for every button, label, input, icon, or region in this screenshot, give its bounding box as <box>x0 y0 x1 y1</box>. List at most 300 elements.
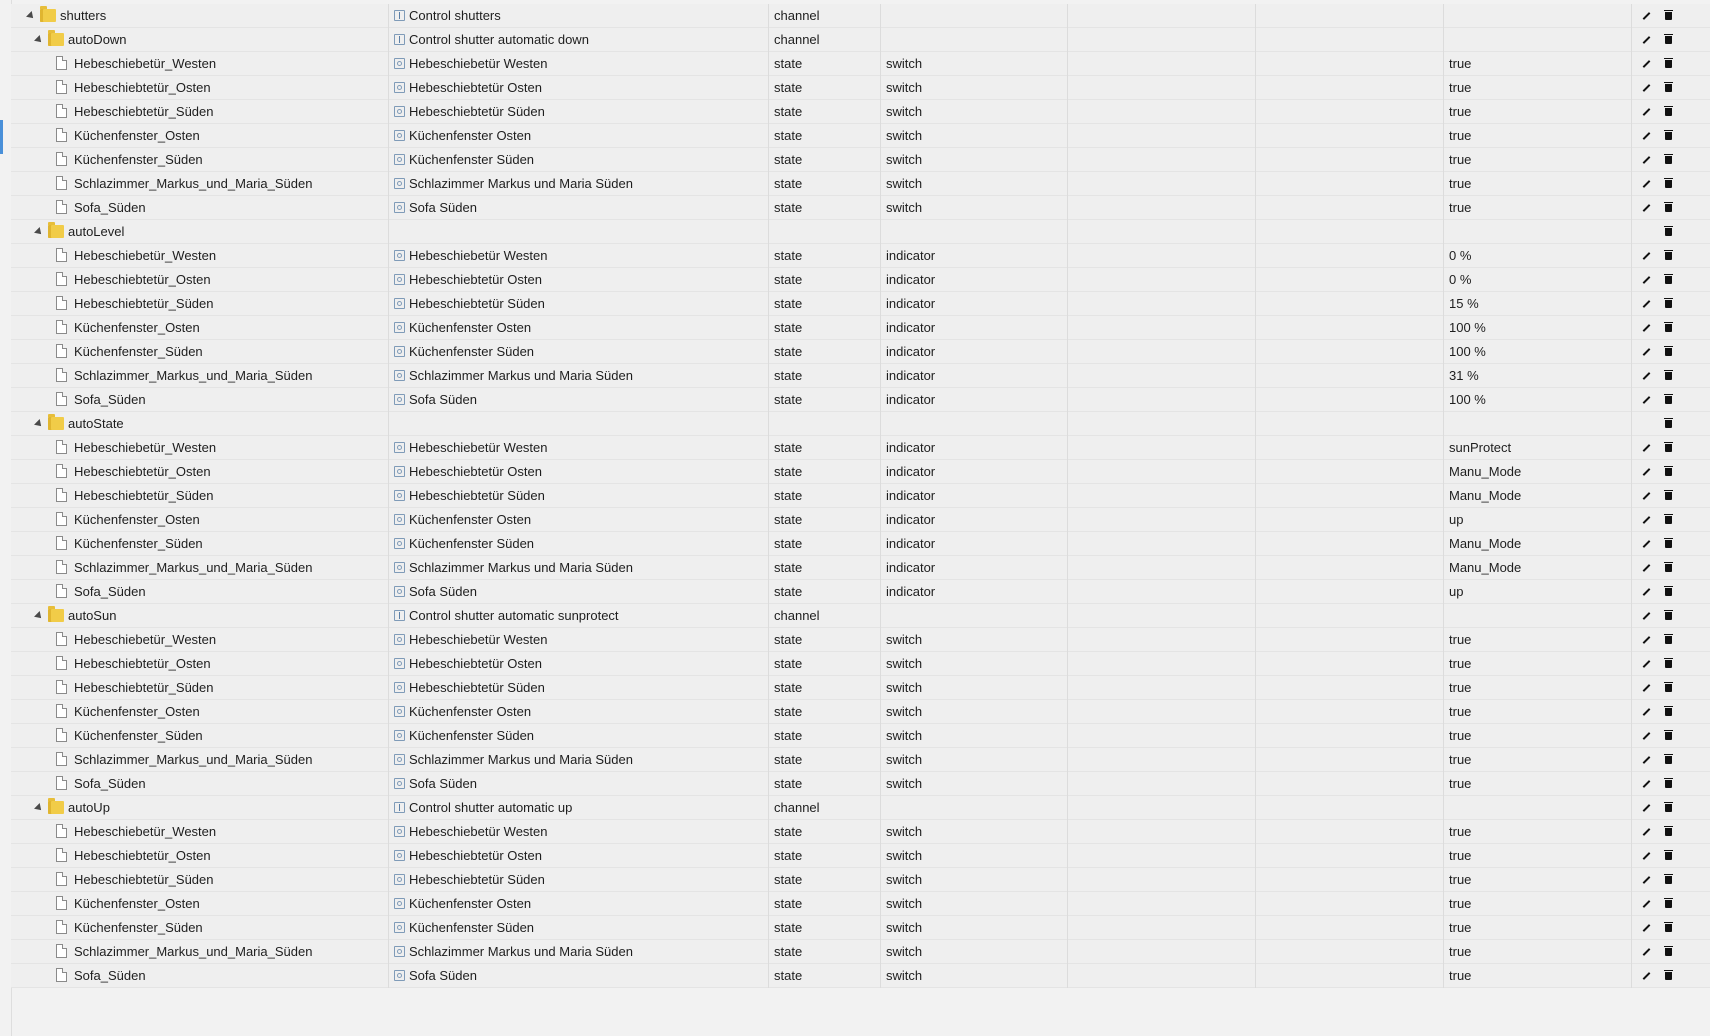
value-cell[interactable]: Manu_Mode <box>1444 484 1632 508</box>
object-description: Sofa Süden <box>409 776 477 791</box>
state-row[interactable] <box>11 340 1710 364</box>
state-row[interactable] <box>11 700 1710 724</box>
value-cell[interactable]: true <box>1444 124 1632 148</box>
room-cell <box>1068 364 1256 388</box>
delete-button[interactable] <box>1660 224 1676 240</box>
delete-button[interactable] <box>1660 944 1676 960</box>
name-cell <box>11 76 389 100</box>
channel-icon <box>394 802 405 813</box>
edit-button[interactable] <box>1638 800 1654 816</box>
name-cell <box>11 172 389 196</box>
value-cell[interactable]: true <box>1444 52 1632 76</box>
trash-icon <box>1665 204 1672 212</box>
edit-button[interactable] <box>1638 968 1654 984</box>
action-cell <box>1632 52 1710 76</box>
value-cell[interactable]: true <box>1444 892 1632 916</box>
object-name: Sofa_Süden <box>74 200 146 215</box>
delete-button[interactable] <box>1660 800 1676 816</box>
value-cell[interactable] <box>1444 412 1632 436</box>
value-cell[interactable] <box>1444 796 1632 820</box>
state-row[interactable] <box>11 244 1710 268</box>
file-icon <box>56 368 67 382</box>
edit-button[interactable] <box>1638 944 1654 960</box>
value-cell[interactable]: 0 % <box>1444 244 1632 268</box>
object-description: Hebeschiebetür Westen <box>409 824 548 839</box>
file-icon <box>56 344 67 358</box>
delete-button[interactable] <box>1660 272 1676 288</box>
action-cell <box>1632 244 1710 268</box>
delete-button[interactable] <box>1660 512 1676 528</box>
pencil-icon <box>1643 132 1651 140</box>
delete-button[interactable] <box>1660 680 1676 696</box>
edit-button[interactable] <box>1638 464 1654 480</box>
action-cell <box>1632 124 1710 148</box>
room-cell <box>1068 628 1256 652</box>
action-cell <box>1632 484 1710 508</box>
delete-button[interactable] <box>1660 776 1676 792</box>
description-cell <box>389 4 769 28</box>
function-cell <box>1256 76 1444 100</box>
description-cell <box>389 796 769 820</box>
delete-button[interactable] <box>1660 728 1676 744</box>
type-cell: state <box>769 892 881 916</box>
room-cell <box>1068 412 1256 436</box>
pencil-icon <box>1643 540 1651 548</box>
value-cell[interactable]: 31 % <box>1444 364 1632 388</box>
role-cell: indicator <box>881 316 1068 340</box>
value-cell[interactable]: 100 % <box>1444 340 1632 364</box>
state-row[interactable] <box>11 52 1710 76</box>
object-description: Küchenfenster Osten <box>409 128 532 143</box>
state-row[interactable] <box>11 268 1710 292</box>
edit-button[interactable] <box>1638 704 1654 720</box>
delete-button[interactable] <box>1660 32 1676 48</box>
edit-button[interactable] <box>1638 584 1654 600</box>
value-cell[interactable]: true <box>1444 676 1632 700</box>
trash-icon <box>1665 84 1672 92</box>
collapse-toggle-icon[interactable] <box>34 35 44 45</box>
name-cell <box>11 916 389 940</box>
value-cell[interactable]: 100 % <box>1444 388 1632 412</box>
description-cell <box>389 220 769 244</box>
edit-button[interactable] <box>1638 608 1654 624</box>
object-name: Hebeschiebtetür_Osten <box>74 80 211 95</box>
state-icon <box>394 922 405 933</box>
state-row[interactable] <box>11 772 1710 796</box>
state-row[interactable] <box>11 484 1710 508</box>
type-cell <box>769 412 881 436</box>
value-cell[interactable]: true <box>1444 964 1632 988</box>
edit-button[interactable] <box>1638 128 1654 144</box>
delete-button[interactable] <box>1660 248 1676 264</box>
value-cell[interactable]: Manu_Mode <box>1444 556 1632 580</box>
edit-button[interactable] <box>1638 344 1654 360</box>
action-cell <box>1632 916 1710 940</box>
value-cell[interactable]: true <box>1444 76 1632 100</box>
delete-button[interactable] <box>1660 872 1676 888</box>
edit-button[interactable] <box>1638 296 1654 312</box>
pencil-icon <box>1643 492 1651 500</box>
edit-button[interactable] <box>1638 536 1654 552</box>
value-cell[interactable]: true <box>1444 772 1632 796</box>
pencil-icon <box>1643 108 1651 116</box>
folder-row[interactable] <box>11 28 1710 52</box>
state-row[interactable] <box>11 628 1710 652</box>
delete-button[interactable] <box>1660 848 1676 864</box>
description-cell <box>389 292 769 316</box>
delete-button[interactable] <box>1660 968 1676 984</box>
value-cell[interactable]: true <box>1444 940 1632 964</box>
value-cell[interactable]: 0 % <box>1444 268 1632 292</box>
edit-button[interactable] <box>1638 440 1654 456</box>
name-cell <box>11 148 389 172</box>
edit-button[interactable] <box>1638 152 1654 168</box>
state-icon <box>394 346 405 357</box>
room-cell <box>1068 172 1256 196</box>
function-cell <box>1256 532 1444 556</box>
file-icon <box>56 560 67 574</box>
description-cell <box>389 964 769 988</box>
value-cell[interactable]: true <box>1444 100 1632 124</box>
delete-button[interactable] <box>1660 560 1676 576</box>
action-cell <box>1632 460 1710 484</box>
file-icon <box>56 464 67 478</box>
value-cell[interactable]: true <box>1444 868 1632 892</box>
value-cell[interactable]: true <box>1444 700 1632 724</box>
state-row[interactable] <box>11 508 1710 532</box>
value-cell[interactable] <box>1444 4 1632 28</box>
edit-button[interactable] <box>1638 560 1654 576</box>
edit-button[interactable] <box>1638 104 1654 120</box>
object-description: Hebeschiebtetür Süden <box>409 104 545 119</box>
state-row[interactable] <box>11 940 1710 964</box>
pencil-icon <box>1643 708 1651 716</box>
edit-button[interactable] <box>1638 80 1654 96</box>
value-cell[interactable]: 15 % <box>1444 292 1632 316</box>
function-cell <box>1256 604 1444 628</box>
folder-row[interactable] <box>11 4 1710 28</box>
collapse-toggle-icon[interactable] <box>34 803 44 813</box>
trash-icon <box>1665 732 1672 740</box>
trash-icon <box>1665 588 1672 596</box>
object-name: Hebeschiebtetür_Süden <box>74 104 214 119</box>
type-cell: state <box>769 292 881 316</box>
edit-button[interactable] <box>1638 368 1654 384</box>
state-row[interactable] <box>11 316 1710 340</box>
state-row[interactable] <box>11 364 1710 388</box>
delete-button[interactable] <box>1660 152 1676 168</box>
delete-button[interactable] <box>1660 704 1676 720</box>
state-icon <box>394 658 405 669</box>
type-cell: state <box>769 700 881 724</box>
delete-button[interactable] <box>1660 584 1676 600</box>
state-row[interactable] <box>11 844 1710 868</box>
description-cell <box>389 52 769 76</box>
state-row[interactable] <box>11 196 1710 220</box>
edit-button[interactable] <box>1638 392 1654 408</box>
edit-button[interactable] <box>1638 920 1654 936</box>
description-cell <box>389 844 769 868</box>
delete-button[interactable] <box>1660 920 1676 936</box>
edit-button[interactable] <box>1638 752 1654 768</box>
pencil-icon <box>1643 12 1651 20</box>
delete-button[interactable] <box>1660 128 1676 144</box>
value-cell[interactable]: Manu_Mode <box>1444 532 1632 556</box>
delete-button[interactable] <box>1660 200 1676 216</box>
room-cell <box>1068 796 1256 820</box>
room-cell <box>1068 508 1256 532</box>
value-cell[interactable]: true <box>1444 148 1632 172</box>
value-cell[interactable]: true <box>1444 916 1632 940</box>
state-row[interactable] <box>11 76 1710 100</box>
state-row[interactable] <box>11 724 1710 748</box>
delete-button[interactable] <box>1660 488 1676 504</box>
state-row[interactable] <box>11 892 1710 916</box>
object-description: Sofa Süden <box>409 392 477 407</box>
object-name: Schlazimmer_Markus_und_Maria_Süden <box>74 944 313 959</box>
delete-button[interactable] <box>1660 392 1676 408</box>
pencil-icon <box>1643 876 1651 884</box>
delete-button[interactable] <box>1660 416 1676 432</box>
state-row[interactable] <box>11 580 1710 604</box>
value-cell[interactable]: up <box>1444 580 1632 604</box>
name-cell <box>11 508 389 532</box>
object-description: Schlazimmer Markus und Maria Süden <box>409 368 633 383</box>
value-cell[interactable]: true <box>1444 748 1632 772</box>
action-cell <box>1632 964 1710 988</box>
room-cell <box>1068 940 1256 964</box>
description-cell <box>389 916 769 940</box>
delete-button[interactable] <box>1660 440 1676 456</box>
edit-button[interactable] <box>1638 848 1654 864</box>
object-name: Sofa_Süden <box>74 776 146 791</box>
collapse-toggle-icon[interactable] <box>34 611 44 621</box>
state-row[interactable] <box>11 292 1710 316</box>
value-cell[interactable] <box>1444 604 1632 628</box>
delete-button[interactable] <box>1660 344 1676 360</box>
object-name: Küchenfenster_Süden <box>74 152 203 167</box>
object-description: Küchenfenster Süden <box>409 536 535 551</box>
delete-button[interactable] <box>1660 656 1676 672</box>
type-cell: state <box>769 268 881 292</box>
state-row[interactable] <box>11 556 1710 580</box>
room-cell <box>1068 532 1256 556</box>
object-description: Hebeschiebtetür Osten <box>409 656 542 671</box>
state-row[interactable] <box>11 532 1710 556</box>
state-icon <box>394 586 405 597</box>
object-description: Hebeschiebtetür Süden <box>409 296 545 311</box>
action-cell <box>1632 940 1710 964</box>
room-cell <box>1068 964 1256 988</box>
delete-button[interactable] <box>1660 176 1676 192</box>
state-row[interactable] <box>11 388 1710 412</box>
action-cell <box>1632 76 1710 100</box>
file-icon <box>56 896 67 910</box>
delete-button[interactable] <box>1660 296 1676 312</box>
value-cell[interactable] <box>1444 28 1632 52</box>
type-cell: channel <box>769 796 881 820</box>
object-description: Control shutter automatic sunprotect <box>409 608 619 623</box>
delete-button[interactable] <box>1660 632 1676 648</box>
file-icon <box>56 776 67 790</box>
collapse-toggle-icon[interactable] <box>34 227 44 237</box>
pencil-icon <box>1643 36 1651 44</box>
edit-button[interactable] <box>1638 896 1654 912</box>
delete-button[interactable] <box>1660 752 1676 768</box>
folder-row[interactable] <box>11 604 1710 628</box>
file-icon <box>56 440 67 454</box>
role-cell: switch <box>881 820 1068 844</box>
value-cell[interactable]: true <box>1444 724 1632 748</box>
role-cell: switch <box>881 196 1068 220</box>
trash-icon <box>1665 468 1672 476</box>
object-name: Küchenfenster_Süden <box>74 920 203 935</box>
state-row[interactable] <box>11 436 1710 460</box>
edit-button[interactable] <box>1638 176 1654 192</box>
folder-row[interactable] <box>11 220 1710 244</box>
type-cell: state <box>769 436 881 460</box>
type-cell: state <box>769 244 881 268</box>
edit-button[interactable] <box>1638 320 1654 336</box>
value-cell[interactable]: true <box>1444 820 1632 844</box>
object-description: Hebeschiebetür Westen <box>409 248 548 263</box>
state-icon <box>394 442 405 453</box>
function-cell <box>1256 940 1444 964</box>
state-row[interactable] <box>11 676 1710 700</box>
pencil-icon <box>1643 852 1651 860</box>
edit-button[interactable] <box>1638 512 1654 528</box>
object-name: Hebeschiebtetür_Süden <box>74 296 214 311</box>
delete-button[interactable] <box>1660 8 1676 24</box>
state-row[interactable] <box>11 124 1710 148</box>
value-cell[interactable]: true <box>1444 652 1632 676</box>
edit-button[interactable] <box>1638 824 1654 840</box>
room-cell <box>1068 268 1256 292</box>
name-cell <box>11 628 389 652</box>
role-cell: switch <box>881 748 1068 772</box>
delete-button[interactable] <box>1660 824 1676 840</box>
state-row[interactable] <box>11 100 1710 124</box>
value-cell[interactable]: true <box>1444 196 1632 220</box>
state-row[interactable] <box>11 652 1710 676</box>
name-cell <box>11 868 389 892</box>
role-cell: indicator <box>881 580 1068 604</box>
edit-button[interactable] <box>1638 872 1654 888</box>
role-cell: switch <box>881 628 1068 652</box>
action-cell <box>1632 652 1710 676</box>
state-row[interactable] <box>11 964 1710 988</box>
pencil-icon <box>1643 900 1651 908</box>
action-cell <box>1632 196 1710 220</box>
state-row[interactable] <box>11 460 1710 484</box>
function-cell <box>1256 244 1444 268</box>
delete-button[interactable] <box>1660 368 1676 384</box>
collapse-toggle-icon[interactable] <box>34 419 44 429</box>
delete-button[interactable] <box>1660 896 1676 912</box>
pencil-icon <box>1643 948 1651 956</box>
trash-icon <box>1665 420 1672 428</box>
state-row[interactable] <box>11 172 1710 196</box>
name-cell <box>11 388 389 412</box>
name-cell <box>11 724 389 748</box>
edit-button[interactable] <box>1638 632 1654 648</box>
name-cell <box>11 460 389 484</box>
state-row[interactable] <box>11 916 1710 940</box>
object-description: Control shutters <box>409 8 501 23</box>
state-row[interactable] <box>11 820 1710 844</box>
room-cell <box>1068 340 1256 364</box>
collapse-toggle-icon[interactable] <box>26 11 36 21</box>
function-cell <box>1256 124 1444 148</box>
edit-button[interactable] <box>1638 272 1654 288</box>
edit-button[interactable] <box>1638 32 1654 48</box>
name-cell <box>11 244 389 268</box>
file-icon <box>56 80 67 94</box>
trash-icon <box>1665 444 1672 452</box>
description-cell <box>389 628 769 652</box>
edit-button[interactable] <box>1638 8 1654 24</box>
folder-row[interactable] <box>11 412 1710 436</box>
delete-button[interactable] <box>1660 608 1676 624</box>
pencil-icon <box>1643 396 1651 404</box>
delete-button[interactable] <box>1660 320 1676 336</box>
state-row[interactable] <box>11 748 1710 772</box>
name-cell <box>11 796 389 820</box>
object-name: autoDown <box>68 32 127 47</box>
value-cell[interactable]: sunProtect <box>1444 436 1632 460</box>
delete-button[interactable] <box>1660 464 1676 480</box>
edit-button[interactable] <box>1638 680 1654 696</box>
role-cell: switch <box>881 172 1068 196</box>
state-row[interactable] <box>11 868 1710 892</box>
edit-button[interactable] <box>1638 488 1654 504</box>
edit-button[interactable] <box>1638 248 1654 264</box>
object-name: Küchenfenster_Osten <box>74 512 200 527</box>
delete-button[interactable] <box>1660 536 1676 552</box>
value-cell[interactable]: Manu_Mode <box>1444 460 1632 484</box>
object-description: Hebeschiebtetür Osten <box>409 848 542 863</box>
edit-button[interactable] <box>1638 776 1654 792</box>
value-cell[interactable]: true <box>1444 628 1632 652</box>
delete-button[interactable] <box>1660 56 1676 72</box>
edit-button[interactable] <box>1638 728 1654 744</box>
state-row[interactable] <box>11 148 1710 172</box>
value-cell[interactable]: 100 % <box>1444 316 1632 340</box>
trash-icon <box>1665 924 1672 932</box>
action-cell <box>1632 388 1710 412</box>
edit-button[interactable] <box>1638 200 1654 216</box>
value-cell[interactable]: up <box>1444 508 1632 532</box>
value-cell[interactable]: true <box>1444 172 1632 196</box>
value-cell[interactable]: true <box>1444 844 1632 868</box>
delete-button[interactable] <box>1660 80 1676 96</box>
channel-icon <box>394 610 405 621</box>
file-icon <box>56 272 67 286</box>
value-cell[interactable] <box>1444 220 1632 244</box>
edit-button[interactable] <box>1638 656 1654 672</box>
name-cell <box>11 412 389 436</box>
object-name: Hebeschiebetür_Westen <box>74 632 217 647</box>
action-cell <box>1632 364 1710 388</box>
trash-icon <box>1665 780 1672 788</box>
name-cell <box>11 556 389 580</box>
function-cell <box>1256 916 1444 940</box>
description-cell <box>389 364 769 388</box>
folder-row[interactable] <box>11 796 1710 820</box>
edit-button[interactable] <box>1638 56 1654 72</box>
room-cell <box>1068 916 1256 940</box>
delete-button[interactable] <box>1660 104 1676 120</box>
